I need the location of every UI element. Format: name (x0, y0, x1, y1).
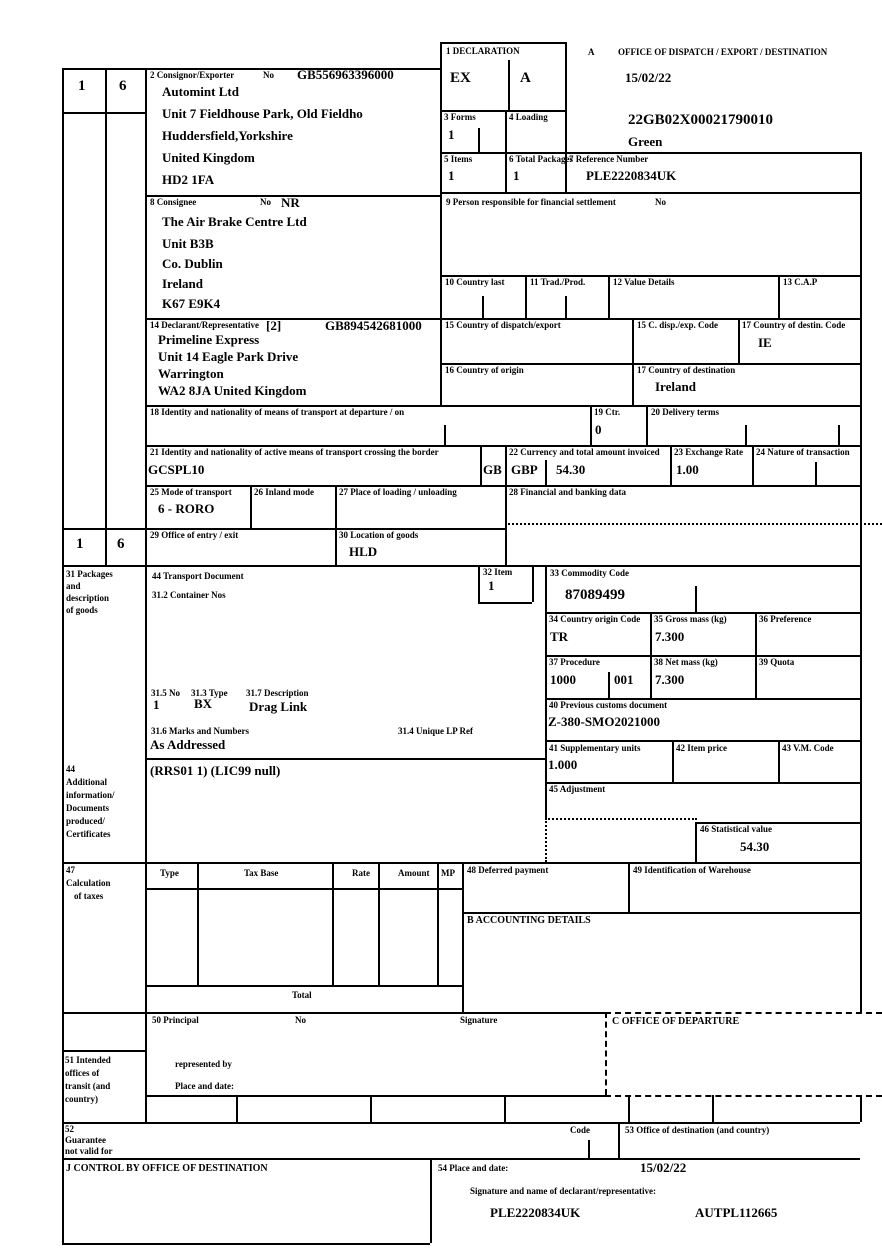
box10-label: 10 Country last (445, 277, 505, 287)
goods-description: Drag Link (249, 699, 308, 714)
marks-and-numbers: As Addressed (150, 737, 226, 752)
box36-label: 36 Preference (759, 614, 812, 624)
reference-number: PLE2220834UK (586, 168, 677, 183)
box44-transport-doc-label: 44 Transport Document (152, 571, 244, 581)
box44-label: Certificates (66, 829, 111, 839)
movement-reference-number: 22GB02X00021790010 (628, 112, 774, 128)
box4-label: 4 Loading (509, 112, 548, 122)
box31-label: 31 Packages (66, 569, 113, 579)
tax-col-type: Type (160, 868, 179, 878)
form-rule-line (145, 318, 860, 320)
section-j-label: J CONTROL BY OFFICE OF DESTINATION (66, 1163, 268, 1174)
form-rule-line (197, 862, 199, 985)
origin-country-code: TR (550, 629, 569, 644)
box22-label: 22 Currency and total amount invoiced (509, 447, 660, 457)
form-rule-line (437, 862, 439, 985)
form-rule-line (565, 296, 567, 318)
form-rule-line (62, 528, 505, 530)
declarant-address-line: Unit 14 Eagle Park Drive (158, 349, 299, 364)
declarant-address-line: Primeline Express (158, 332, 260, 347)
form-rule-line (545, 782, 860, 784)
box54-label: 54 Place and date: (438, 1163, 509, 1173)
form-rule-line (505, 110, 507, 192)
form-rule-line (62, 1012, 605, 1014)
total-packages: 1 (513, 168, 520, 183)
box44-label: produced/ (66, 816, 105, 826)
box48-label: 48 Deferred payment (467, 865, 549, 875)
form-rule-line (145, 1095, 605, 1097)
form-rule-line (62, 565, 860, 567)
declarant-address-line: WA2 8JA United Kingdom (158, 383, 307, 398)
box32-label: 32 Item (483, 567, 513, 577)
box35-label: 35 Gross mass (kg) (654, 614, 727, 624)
form-rule-line (462, 862, 464, 1012)
form-rule-line (712, 1095, 714, 1122)
form-rule-line (545, 655, 860, 657)
form-rule-line (145, 195, 440, 197)
form-rule-line (478, 565, 480, 602)
box31-label: description (66, 593, 110, 603)
box50-label: 50 Principal (152, 1015, 199, 1025)
form-rule-line (145, 68, 147, 1122)
form-rule-line (62, 112, 145, 114)
tax-total-label: Total (292, 990, 312, 1000)
box15-label: 15 Country of dispatch/export (445, 320, 561, 330)
box44-label: Documents (66, 803, 109, 813)
form-rule-line (590, 405, 592, 445)
form-rule-line (440, 42, 442, 405)
form-rule-line-dashed (605, 1012, 882, 1014)
form-rule-line (505, 445, 507, 485)
statistical-value: 54.30 (740, 839, 770, 854)
items-count: 1 (448, 168, 455, 183)
box45-label: 45 Adjustment (549, 784, 606, 794)
box51-label: transit (and (65, 1081, 111, 1091)
form-rule-line (755, 612, 757, 698)
section-b-label: B ACCOUNTING DETAILS (467, 915, 591, 926)
form-rule-line (250, 485, 252, 528)
form-rule-line (778, 740, 780, 782)
transport-identity: GCSPL10 (148, 462, 205, 477)
sub31-lp-label: 31.4 Unique LP Ref (398, 726, 474, 736)
form-rule-line (672, 740, 674, 782)
form-rule-line (62, 1050, 145, 1052)
form-rule-line (525, 275, 527, 318)
box23-label: 23 Exchange Rate (674, 447, 743, 457)
form-rule-line (440, 110, 565, 112)
consignor-address-line: Unit 7 Fieldhouse Park, Old Fieldho (162, 106, 363, 121)
form-rule-line (670, 445, 672, 485)
form-rule-line (335, 485, 337, 565)
commodity-code: 87089499 (565, 587, 625, 603)
form-rule-line (545, 565, 547, 818)
form-rule-line (482, 296, 484, 318)
box44-label: 44 (66, 764, 75, 774)
represented-by-label: represented by (175, 1059, 232, 1069)
form-rule-line (815, 462, 817, 485)
declarant-code: [2] (266, 318, 282, 333)
form-rule-line (646, 405, 648, 445)
box50-signature-label: Signature (460, 1015, 498, 1025)
form-rule-line (378, 862, 380, 985)
consignee-address-line: K67 E9K4 (162, 296, 221, 311)
dispatch-date: 15/02/22 (625, 70, 672, 85)
form-rule-line (62, 862, 860, 864)
form-rule-line (62, 1158, 860, 1160)
copy-number: 1 (76, 536, 84, 552)
declarant-eori: GB894542681000 (325, 318, 422, 333)
form-rule-line (650, 612, 652, 698)
form-rule-line-dotted (545, 818, 697, 820)
box44-label: Additional (66, 777, 108, 787)
form-rule-line (478, 602, 532, 604)
box24-label: 24 Nature of transaction (756, 447, 850, 457)
form-rule-line (505, 485, 507, 565)
box51-label: offices of (65, 1068, 100, 1078)
form-rule-line (618, 1122, 620, 1158)
form-rule-line-dashed (605, 1095, 882, 1097)
form-rule-line (370, 1095, 372, 1122)
declaration-date: 15/02/22 (640, 1160, 687, 1175)
consignor-address-line: HD2 1FA (162, 172, 215, 187)
box7-label: 7 Reference Number (569, 154, 649, 164)
box52-label: Guarantee (65, 1135, 106, 1145)
box39-label: 39 Quota (759, 657, 795, 667)
box27-label: 27 Place of loading / unloading (339, 487, 457, 497)
box50-no-label: No (295, 1015, 306, 1025)
mode-of-transport: 6 - RORO (158, 501, 215, 516)
forms-count: 1 (448, 127, 455, 142)
form-rule-line (545, 740, 860, 742)
consignor-address-line: United Kingdom (162, 150, 255, 165)
destination-country-code: IE (758, 335, 772, 350)
form-rule-line (440, 363, 860, 365)
box53-label: 53 Office of destination (and country) (625, 1125, 770, 1135)
form-rule-line (752, 445, 754, 485)
box2-label: 2 Consignor/Exporter (150, 70, 235, 80)
procedure-code-2: 001 (614, 672, 634, 687)
box5-label: 5 Items (444, 154, 473, 164)
declarant-reference: PLE2220834UK (490, 1205, 581, 1220)
box33-label: 33 Commodity Code (550, 568, 629, 578)
form-rule-line (545, 460, 547, 485)
box42-label: 42 Item price (676, 743, 727, 753)
form-rule-line (532, 565, 534, 602)
form-rule-line (440, 192, 860, 194)
consignee-address-line: Co. Dublin (162, 256, 223, 271)
form-rule-line (608, 275, 610, 318)
box26-label: 26 Inland mode (254, 487, 315, 497)
form-rule-line (508, 60, 510, 110)
form-rule-line (478, 128, 480, 152)
officeA-prefix: A (588, 47, 595, 57)
routing-status: Green (628, 134, 663, 149)
box47-label: Calculation (66, 878, 111, 888)
box31-label: and (66, 581, 81, 591)
consignee-id: NR (281, 195, 300, 210)
tax-col-base: Tax Base (244, 868, 279, 878)
declaration-subtype: A (520, 70, 531, 86)
box15c-label: 15 C. disp./exp. Code (637, 320, 719, 330)
box34-label: 34 Country origin Code (549, 614, 641, 624)
form-rule-line (62, 68, 440, 70)
box28-label: 28 Financial and banking data (509, 487, 627, 497)
destination-country: Ireland (655, 379, 696, 394)
form-rule-line (745, 425, 747, 445)
box41-label: 41 Supplementary units (549, 743, 641, 753)
consignor-address-line: Huddersfield,Yorkshire (162, 128, 293, 143)
box1-label: 1 DECLARATION (446, 46, 520, 56)
box9-label: 9 Person responsible for financial settlement (446, 197, 616, 207)
copy-number: 6 (117, 536, 125, 552)
form-rule-line (62, 1122, 860, 1124)
box52-label: 52 (65, 1124, 74, 1134)
box21-label: 21 Identity and nationality of active means of transport crossing the border (150, 447, 439, 457)
box43-label: 43 V.M. Code (782, 743, 834, 753)
form-rule-line-dotted (545, 818, 547, 862)
form-rule-line (236, 1095, 238, 1122)
gross-mass: 7.300 (655, 629, 685, 644)
declaration-type: EX (450, 70, 471, 86)
box30-label: 30 Location of goods (339, 530, 419, 540)
section-c-label: C OFFICE OF DEPARTURE (612, 1016, 740, 1027)
box40-label: 40 Previous customs document (549, 700, 668, 710)
item-number: 1 (488, 578, 495, 593)
form-rule-line (145, 758, 545, 760)
container-flag: 0 (595, 422, 602, 437)
goods-location: HLD (349, 544, 378, 559)
form-rule-line (860, 152, 862, 1012)
form-rule-line (565, 42, 567, 192)
form-rule-line-dotted (505, 523, 882, 525)
box17-label: 17 Country of destination (637, 365, 736, 375)
form-rule-line (430, 1158, 432, 1243)
consignee-address-line: Ireland (162, 276, 203, 291)
box51-label: country) (65, 1094, 98, 1104)
box12-label: 12 Value Details (613, 277, 675, 287)
form-rule-line (145, 485, 860, 487)
form-rule-line (145, 985, 462, 987)
sub31-desc-label: 31.7 Description (246, 688, 309, 698)
form-rule-line (444, 425, 446, 445)
box38-label: 38 Net mass (kg) (654, 657, 718, 667)
form-rule-line (145, 405, 860, 407)
box46-label: 46 Statistical value (700, 824, 772, 834)
container-nos-label: 31.2 Container Nos (152, 590, 226, 600)
form-rule-line (838, 425, 840, 445)
form-rule-line (695, 822, 697, 862)
box16-label: 16 Country of origin (445, 365, 524, 375)
form-rule-line (588, 1140, 590, 1158)
box3-label: 3 Forms (444, 112, 476, 122)
box49-label: 49 Identification of Warehouse (633, 865, 751, 875)
form-rule-line (860, 1095, 862, 1122)
sub31-no-label: 31.5 No (151, 688, 180, 698)
copy-number: 1 (78, 78, 86, 94)
form-rule-line (608, 672, 610, 698)
box6-label: 6 Total Packages (509, 154, 574, 164)
form-rule-line (778, 275, 780, 318)
box25-label: 25 Mode of transport (150, 487, 232, 497)
form-rule-line (695, 586, 697, 612)
exchange-rate: 1.00 (676, 462, 699, 477)
form-rule-line (440, 42, 565, 44)
additional-info: (RRS01 1) (LIC99 null) (150, 763, 281, 778)
box17c-label: 17 Country of destin. Code (742, 320, 846, 330)
form-rule-line-dashed (605, 1012, 607, 1095)
box19-label: 19 Ctr. (594, 407, 621, 417)
sub31-type-label: 31.3 Type (191, 688, 228, 698)
form-rule-line (628, 1095, 630, 1122)
form-rule-line (738, 318, 740, 363)
box52-label: not valid for (65, 1146, 113, 1156)
tax-col-mp: MP (441, 868, 455, 878)
previous-document: Z-380-SMO2021000 (548, 714, 660, 729)
net-mass: 7.300 (655, 672, 685, 687)
form-rule-line (462, 912, 860, 914)
box11-label: 11 Trad./Prod. (530, 277, 586, 287)
box51-label: 51 Intended (65, 1055, 111, 1065)
box47-label: 47 (66, 865, 75, 875)
box37-label: 37 Procedure (549, 657, 600, 667)
place-date-label: Place and date: (175, 1081, 234, 1091)
consignor-eori: GB556963396000 (297, 67, 394, 82)
procedure-code: 1000 (550, 672, 576, 687)
box2-no-label: No (263, 70, 274, 80)
box29-label: 29 Office of entry / exit (150, 530, 239, 540)
form-rule-line (332, 862, 334, 985)
form-rule-line (545, 612, 860, 614)
consignee-address-line: Unit B3B (162, 236, 214, 251)
transport-nationality: GB (483, 462, 502, 477)
box8-no-label: No (260, 197, 271, 207)
box8-label: 8 Consignee (150, 197, 197, 207)
form-rule-line (632, 318, 634, 405)
form-rule-line (440, 152, 860, 154)
box52-code-label: Code (570, 1125, 590, 1135)
invoice-currency: GBP (511, 462, 538, 477)
form-rule-line (105, 68, 107, 565)
supplementary-units: 1.000 (548, 757, 578, 772)
form-rule-line (628, 862, 630, 912)
box31-label: of goods (66, 605, 98, 615)
box20-label: 20 Delivery terms (651, 407, 719, 417)
consignor-address-line: Automint Ltd (162, 84, 239, 99)
tax-col-rate: Rate (352, 868, 370, 878)
form-rule-line (695, 822, 860, 824)
officeA-title: OFFICE OF DISPATCH / EXPORT / DESTINATION (618, 47, 828, 57)
signature-name-label: Signature and name of declarant/representative: (470, 1186, 656, 1196)
consignee-address-line: The Air Brake Centre Ltd (162, 214, 307, 229)
form-rule-line (545, 698, 860, 700)
sub31-marks-label: 31.6 Marks and Numbers (151, 726, 250, 736)
form-rule-line (504, 1095, 506, 1122)
box14-label: 14 Declarant/Representative (150, 320, 260, 330)
form-rule-line (62, 1243, 430, 1245)
box9-no-label: No (655, 197, 666, 207)
invoice-amount: 54.30 (556, 462, 586, 477)
form-rule-line (145, 888, 462, 890)
authorisation-number: AUTPL112665 (695, 1205, 778, 1220)
package-type: BX (194, 696, 213, 711)
form-rule-line (62, 68, 64, 1243)
box47-label: of taxes (74, 891, 104, 901)
copy-number: 6 (119, 78, 127, 94)
declarant-address-line: Warrington (158, 366, 224, 381)
box13-label: 13 C.A.P (783, 277, 818, 287)
box44-label: information/ (66, 790, 115, 800)
package-count: 1 (153, 697, 160, 712)
box18-label: 18 Identity and nationality of means of transport at departure / on (150, 407, 405, 417)
form-rule-line (440, 275, 860, 277)
tax-col-amount: Amount (398, 868, 430, 878)
form-rule-line (480, 445, 482, 485)
